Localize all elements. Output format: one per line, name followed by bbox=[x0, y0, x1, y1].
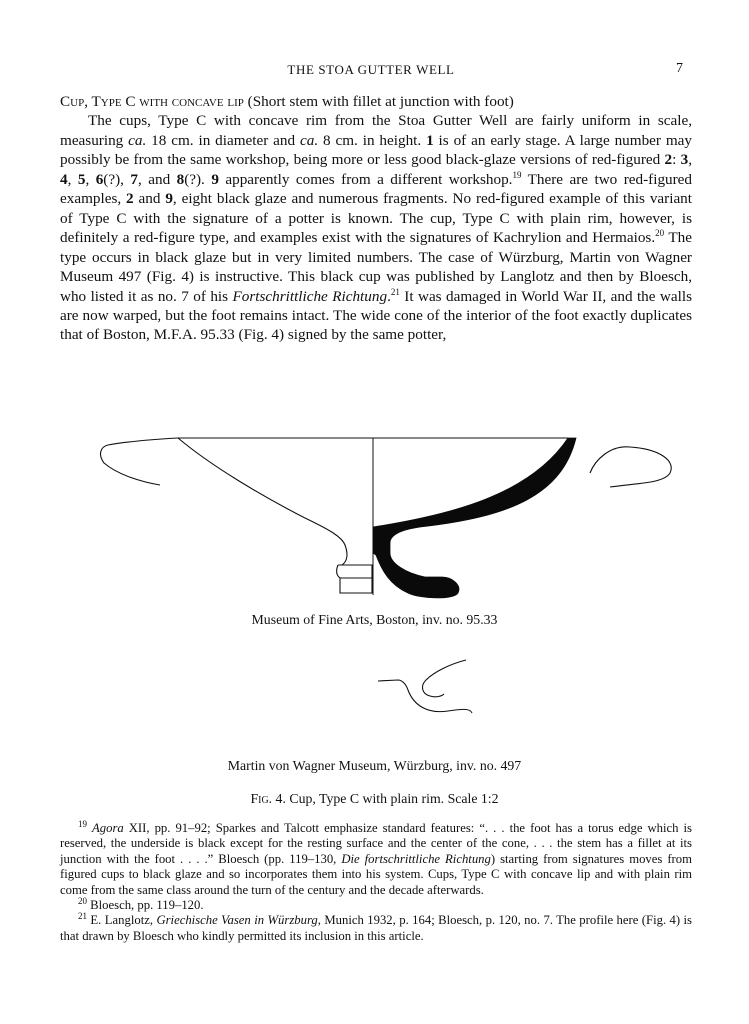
footnote-20 bbox=[60, 895, 692, 913]
text-run: : bbox=[672, 151, 681, 169]
body-text bbox=[60, 92, 692, 345]
section-heading-note: (Short stem with fillet at junction with foot) bbox=[243, 93, 514, 110]
figure-caption bbox=[0, 791, 749, 807]
text-run: is of an early stage. A large number may possibly be from the same workshop, being more or less good black-glaze versions of red-figured bbox=[60, 131, 692, 169]
figure-caption-text: Cup, Type C with plain rim. Scale 1:2 bbox=[285, 791, 499, 806]
fragment-outer-line bbox=[378, 680, 472, 713]
catalogue-number: 4 bbox=[60, 170, 68, 188]
text-run: 18 cm. in diameter and bbox=[146, 131, 300, 149]
page-number: 7 bbox=[676, 61, 683, 76]
italic-title: Fortschrittliche Richtung bbox=[232, 287, 388, 305]
footnote-19 bbox=[60, 818, 692, 898]
footnote-ref[interactable]: 21 bbox=[390, 286, 400, 297]
section-heading bbox=[60, 92, 692, 111]
catalogue-number: 9 bbox=[165, 190, 173, 208]
text-run: , bbox=[67, 170, 78, 188]
text-run: (?), bbox=[103, 170, 131, 188]
italic-title: Die fortschrittliche Richtung bbox=[341, 851, 491, 866]
text-run: , Munich 1932, p. 164; Bloesch, p. 120, no. 7. The profile here (Fig. 4) is that drawn by Bloesch who kindly permitted its inclusion in this article. bbox=[60, 913, 692, 943]
italic-ca: ca. bbox=[300, 131, 319, 149]
text-run: The cups, Type C with concave rim from the Stoa Gutter Well are fairly uniform in scale, measuring bbox=[60, 112, 692, 149]
catalogue-number: 7 bbox=[130, 170, 138, 188]
text-run: ) starting from signatures moves from figured cups to black glaze and so incorporates them into his system. Cups, Type C with concave lip and with plain rim come from the same class around the turn of the century and the decade afterwards. bbox=[60, 851, 692, 897]
text-run: apparently comes from a different workshop. bbox=[218, 170, 513, 188]
text-run: XII, pp. 91–92; Sparkes and Talcott emphasize standard features: “. . . the foot has a torus edge which is reserved, the underside is black except for the resting surface and the center of the cone, . . . the stem has a fillet at its junction with the foot . . . .” Bloesch (pp. 119–130, bbox=[60, 821, 692, 866]
footnote-number: 21 bbox=[78, 911, 87, 922]
italic-ca: ca. bbox=[128, 131, 147, 149]
text-run: There are two red-figured examples, bbox=[60, 170, 693, 208]
catalogue-number: 3 bbox=[680, 151, 689, 169]
section-heading-title: Cup, Type C with concave lip bbox=[60, 93, 244, 110]
italic-title: Griechische Vasen in Würzburg bbox=[156, 913, 318, 928]
text-run: E. Langlotz, bbox=[90, 913, 157, 928]
footnote-ref[interactable]: 20 bbox=[655, 228, 665, 239]
text-run: , eight black glaze and numerous fragments. No red-figured example of this variant of Type C with the signature of a potter is known. The cup, Type C with plain rim, however, is definitely a red-figure type, and examples exist with the signatures of Kachrylion and Hermaios. bbox=[60, 190, 692, 247]
fragment-inner-line bbox=[423, 660, 466, 697]
profile-wurzburg-drawing bbox=[370, 658, 490, 728]
catalogue-number: 2 bbox=[126, 190, 134, 208]
text-run: (?). bbox=[184, 170, 212, 188]
italic-title: Agora bbox=[92, 821, 124, 835]
text-run: . bbox=[387, 287, 391, 305]
text-run: It was damaged in World War II, and the walls are now warped, but the foot remains intact. The wide cone of the interior of the foot exactly duplicates that of Boston, M.F.A. 95.33 (Fig. 4) signed by the same potter, bbox=[60, 287, 692, 344]
caption-wurzburg: Martin von Wagner Museum, Würzburg, inv. no. 497 bbox=[227, 758, 522, 773]
footnote-ref[interactable]: 19 bbox=[512, 169, 522, 180]
footnote-number: 19 bbox=[78, 818, 87, 829]
catalogue-number: 2 bbox=[664, 151, 673, 169]
catalogue-number: 5 bbox=[77, 170, 86, 188]
text-run: , bbox=[85, 170, 96, 188]
running-title: THE STOA GUTTER WELL bbox=[287, 62, 455, 77]
caption-boston: Museum of Fine Arts, Boston, inv. no. 95.33 bbox=[251, 612, 498, 627]
text-run: 8 cm. in height. bbox=[318, 131, 427, 149]
footnote-21 bbox=[60, 913, 692, 944]
cup-section-black bbox=[373, 438, 576, 598]
text-run: , bbox=[688, 151, 692, 169]
footnotes bbox=[60, 818, 692, 944]
catalogue-number: 9 bbox=[211, 170, 219, 188]
footnote-number: 20 bbox=[78, 895, 87, 906]
catalogue-number: 8 bbox=[176, 170, 185, 188]
figure-label: Fig. 4. bbox=[250, 791, 286, 806]
text-run: Bloesch, pp. 119–120. bbox=[90, 898, 204, 913]
text-run: , and bbox=[137, 170, 177, 188]
catalogue-number: 6 bbox=[95, 170, 104, 188]
cup-profile-boston-drawing bbox=[90, 435, 680, 605]
main-paragraph bbox=[60, 111, 692, 344]
text-run: and bbox=[133, 190, 166, 208]
text-run: The type occurs in black glaze but in very limited numbers. The case of Würzburg, Martin von Wagner Museum 497 (Fig. 4) is instructive. This black cup was published by Langlotz and then by Bloesch, who listed it as no. 7 of his bbox=[60, 229, 692, 305]
catalogue-number: 1 bbox=[426, 131, 434, 149]
